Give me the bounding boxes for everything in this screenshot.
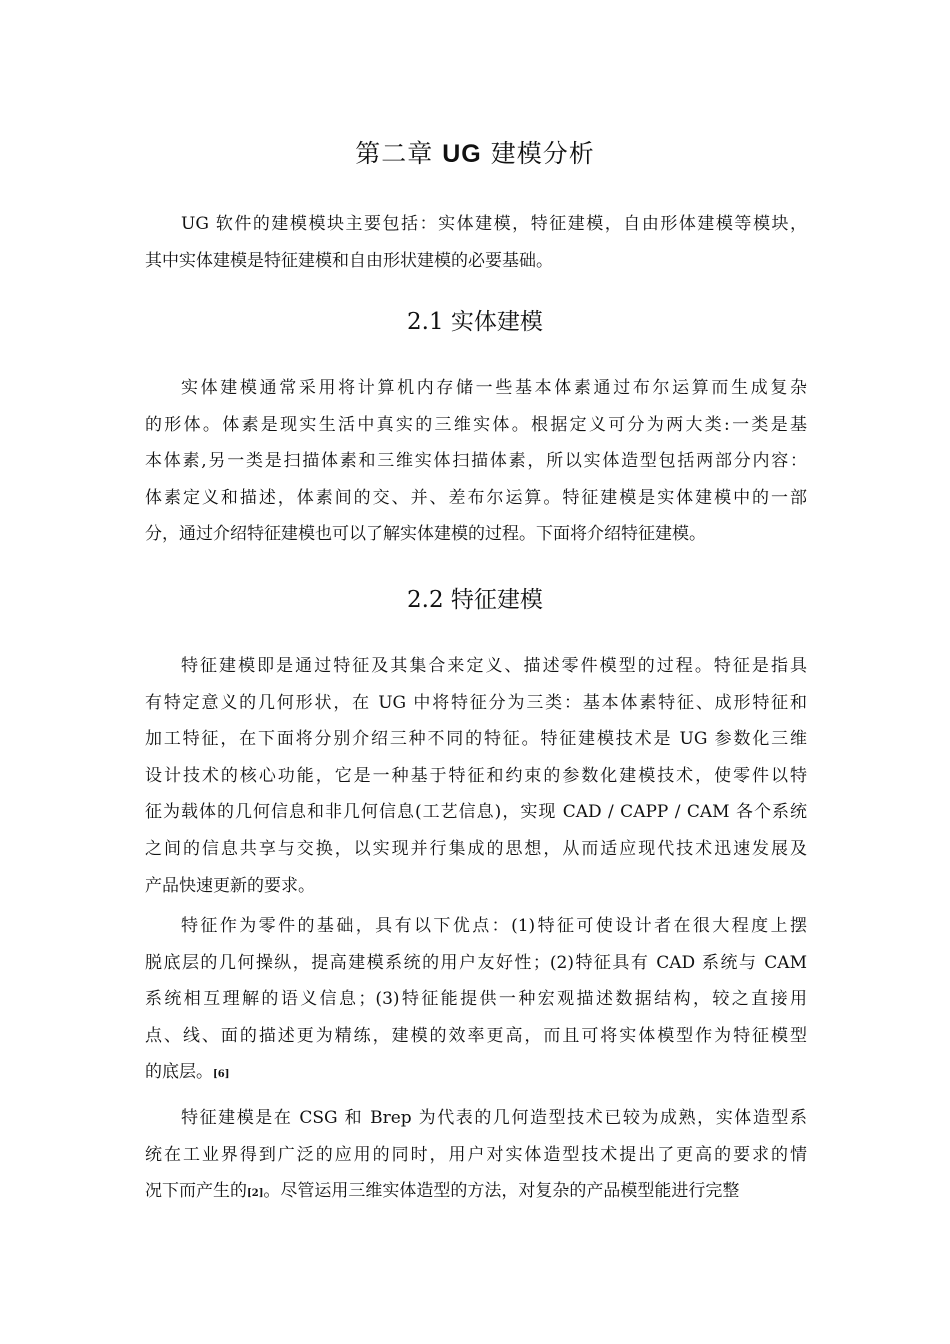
paragraph-line: 之间的信息共享与交换，以实现并行集成的思想，从而适应现代技术迅速发展及 <box>145 838 807 859</box>
paragraph-line <box>145 1054 807 1094</box>
paragraph-line: 体素定义和描述，体素间的交、并、差布尔运算。特征建模是实体建模中的一部 <box>145 487 807 508</box>
paragraph-line-text: 况下而产生的 <box>145 1181 247 1202</box>
paragraph-line: 系统相互理解的语义信息；(3)特征能提供一种宏观描述数据结构，较之直接用 <box>145 989 807 1010</box>
chapter-title-prefix: 第二章 <box>355 139 434 168</box>
section-2-2-paragraph-1 <box>145 648 807 904</box>
chapter-title <box>0 136 950 172</box>
paragraph-line-text: 。尽管运用三维实体造型的方法，对复杂的产品模型能进行完整 <box>263 1181 740 1202</box>
paragraph-line-text: 的底层。 <box>145 1062 213 1083</box>
paragraph-line <box>145 1173 807 1213</box>
section-2-2-paragraph-2 <box>145 908 807 1094</box>
chapter-title-suffix: 建模分析 <box>490 139 595 168</box>
intro-line: 其中实体建模是特征建模和自由形状建模的必要基础。 <box>145 250 553 271</box>
intro-paragraph <box>145 206 807 279</box>
section-title-2-1: 2.1 实体建模 <box>407 309 543 335</box>
paragraph-line: 加工特征，在下面将分别介绍三种不同的特征。特征建模技术是 UG 参数化三维 <box>145 729 807 750</box>
paragraph-line: 征为载体的几何信息和非几何信息(工艺信息)，实现 CAD / CAPP / CAM 各个系统 <box>145 802 807 823</box>
paragraph-line: 点、线、面的描述更为精练，建模的效率更高，而且可将实体模型作为特征模型 <box>145 1025 807 1046</box>
citation-marker: [2] <box>247 1188 264 1200</box>
paragraph-line: 本体素,另一类是扫描体素和三维实体扫描体素，所以实体造型包括两部分内容： <box>145 451 807 472</box>
paragraph-line: 特征建模是在 CSG 和 Brep 为代表的几何造型技术已较为成熟，实体造型系 <box>181 1108 807 1128</box>
paragraph-line: 特征作为零件的基础，具有以下优点：(1)特征可使设计者在很大程度上摆 <box>181 916 807 936</box>
section-2-2-paragraph-3 <box>145 1100 807 1213</box>
paragraph-line: 脱底层的几何操纵，提高建模系统的用户友好性；(2)特征具有 CAD 系统与 CAM <box>145 952 807 973</box>
chapter-title-latin: UG <box>442 140 482 168</box>
paragraph-line: 统在工业界得到广泛的应用的同时，用户对实体造型技术提出了更高的要求的情 <box>145 1144 807 1165</box>
paragraph-line: 分，通过介绍特征建模也可以了解实体建模的过程。下面将介绍特征建模。 <box>145 524 706 545</box>
section-2-1-paragraph <box>145 370 807 553</box>
section-title-2-2: 2.2 特征建模 <box>407 587 543 613</box>
paragraph-line: 实体建模通常采用将计算机内存储一些基本体素通过布尔运算而生成复杂 <box>181 378 807 398</box>
paragraph-line: 有特定意义的几何形状，在 UG 中将特征分为三类：基本体素特征、成形特征和 <box>145 692 807 713</box>
paragraph-line: 的形体。体素是现实生活中真实的三维实体。根据定义可分为两大类:一类是基 <box>145 414 807 435</box>
citation-marker: [6] <box>213 1069 230 1081</box>
paragraph-line: 特征建模即是通过特征及其集合来定义、描述零件模型的过程。特征是指具 <box>181 656 807 676</box>
paragraph-line: 产品快速更新的要求。 <box>145 875 315 896</box>
intro-line: UG 软件的建模模块主要包括：实体建模，特征建模，自由形体建模等模块， <box>181 214 807 234</box>
paragraph-line: 设计技术的核心功能，它是一种基于特征和约束的参数化建模技术，使零件以特 <box>145 765 807 786</box>
